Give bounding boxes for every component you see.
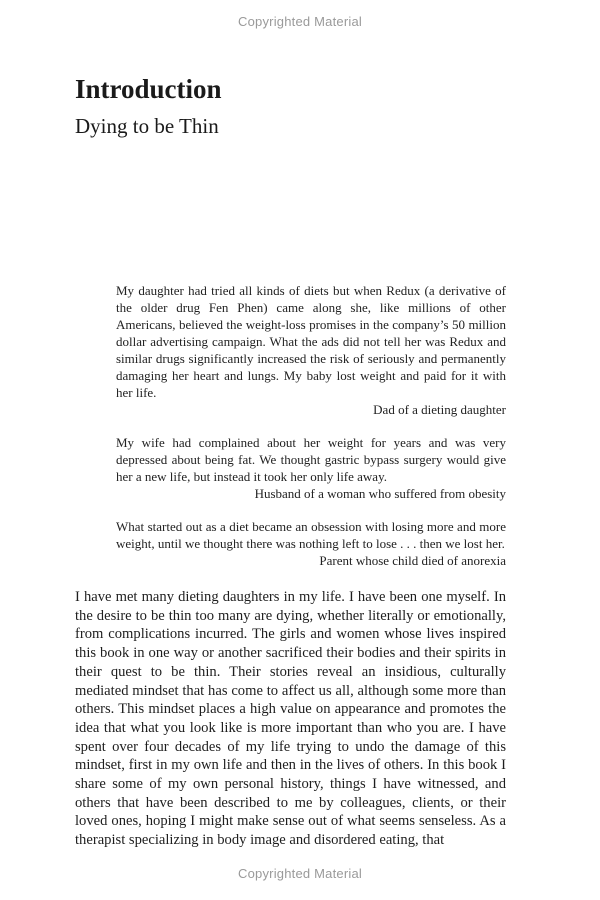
chapter-subtitle: Dying to be Thin	[75, 114, 219, 138]
epigraph-attribution: Parent whose child died of anorexia	[319, 553, 506, 568]
copyright-watermark-bottom: Copyrighted Material	[238, 866, 362, 881]
body-paragraph: I have met many dieting daughters in my life. I have been one myself. In the desire to be thin too many are dying, whether literally or emotionally, from complications incurred. The girls and women whose lives inspired this book in one way or another sacrificed their bodies and their spirits in their quest to be thin. Their stories reveal an insidious, culturally mediated mindset that has come to affect us all, although some more than others. This mindset places a high value on appearance and promotes the idea that what you look like is more important than who you are. I have spent over four decades of my life trying to undo the damage of this mindset, first in my own life and then in the lives of others. In this book I share some of my own personal history, things I have witnessed, and others that have been described to me by colleagues, clients, or their loved ones, hoping I might make sense out of what seems senseless. As a therapist specializing in body image and disordered eating, that	[75, 589, 506, 849]
epigraph-quote: My daughter had tried all kinds of diets but when Redux (a derivative of the older drug Fen Phen) came along she, like millions of other Americans, believed the weight-loss promises in the company’s 50 million dollar advertising campaign. What the ads did not tell her was Redux and similar drugs significantly increased the risk of seriously and permanently damaging her heart and lungs. My baby lost weight and paid for it with her life.	[116, 283, 506, 400]
copyright-watermark-top: Copyrighted Material	[238, 14, 362, 29]
epigraph-attribution: Dad of a dieting daughter	[373, 402, 506, 417]
epigraph-quote: What started out as a diet became an obsession with losing more and more weight, until we thought there was nothing left to lose . . . then we lost her.	[116, 519, 506, 551]
epigraph	[116, 518, 506, 569]
epigraph-quote: My wife had complained about her weight for years and was very depressed about being fat. We thought gastric bypass surgery would give her a new life, but instead it took her only life away.	[116, 435, 506, 484]
epigraphs-block	[116, 282, 506, 585]
chapter-title: Introduction	[75, 74, 222, 104]
epigraph-attribution: Husband of a woman who suffered from obesity	[254, 486, 506, 501]
epigraph	[116, 434, 506, 502]
epigraph	[116, 282, 506, 418]
